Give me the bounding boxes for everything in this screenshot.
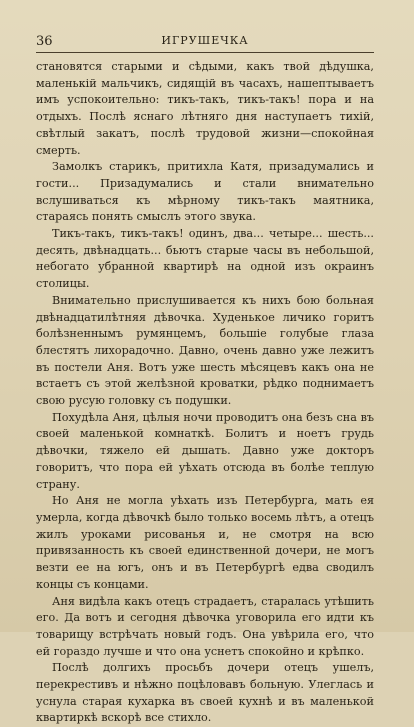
paragraph: Аня видѣла какъ отецъ страдаетъ, старалась утѣшить его. Да вотъ и сегодня дѣвочка уговорила его идти къ товарищу встрѣчать новый годъ. Она увѣрила его, что ей гораздо лучше и что она уснетъ спокойно и крѣпко. (36, 594, 374, 658)
paragraph: Похудѣла Аня, цѣлыя ночи проводитъ она безъ сна въ своей маленькой комнаткѣ. Болитъ и ноетъ грудь дѣвочки, тяжело ей дышать. Давно уже докторъ говоритъ, что пора ей уѣхать отсюда въ болѣе теплую страну. (36, 410, 374, 491)
paragraph: Замолкъ старикъ, притихла Катя, призадумались и гости... Призадумались и стали внимательно вслушиваться къ мѣрному тикъ-такъ маятника, стараясь понять смыслъ этого звука. (36, 160, 374, 224)
paragraph: становятся старыми и сѣдыми, какъ твой дѣдушка, маленькій мальчикъ, сидящій въ часахъ, нашептываетъ имъ успокоительно: тикъ-такъ, тикъ-такъ! пора и на отдыхъ. Послѣ яснаго лѣтняго дня наступаетъ тихій, свѣтлый закатъ, послѣ трудовой жизни—спокойная смерть. (36, 60, 374, 157)
running-title: ИГРУШЕЧКА (161, 34, 249, 47)
body-text (36, 59, 374, 727)
paragraph: Тикъ-такъ, тикъ-такъ! одинъ, два... четыре... шесть... десять, двѣнадцать... бьютъ старые часы въ небольшой, небогато убранной квартирѣ на одной изъ окраинъ столицы. (36, 227, 374, 291)
page-number: 36 (36, 34, 53, 49)
paragraph: Послѣ долгихъ просьбъ дочери отецъ ушелъ, перекрестивъ и нѣжно поцѣловавъ больную. Улеглась и уснула старая кухарка въ своей кухнѣ и въ маленькой квартиркѣ вскорѣ все стихло. (36, 661, 374, 725)
paragraph: Но Аня не могла уѣхать изъ Петербурга, мать ея умерла, когда дѣвочкѣ было только восемь лѣтъ, а отецъ жилъ уроками рисованья и, не смотря на всю привязанность къ своей единственной дочери, не могъ везти ее на югъ, онъ и въ Петербургѣ едва сводилъ концы съ концами. (36, 494, 374, 591)
paragraph: Внимательно прислушивается къ нихъ бою больная двѣнадцатилѣтняя дѣвочка. Худенькое личико горитъ болѣзненнымъ румянцемъ, большіе голубые глаза блестятъ лихорадочно. Давно, очень давно уже лежитъ въ постели Аня. Вотъ уже шесть мѣсяцевъ какъ она не встаетъ съ этой желѣзной кроватки, рѣдко поднимаетъ свою русую головку съ подушки. (36, 293, 374, 408)
page-header (36, 30, 374, 53)
